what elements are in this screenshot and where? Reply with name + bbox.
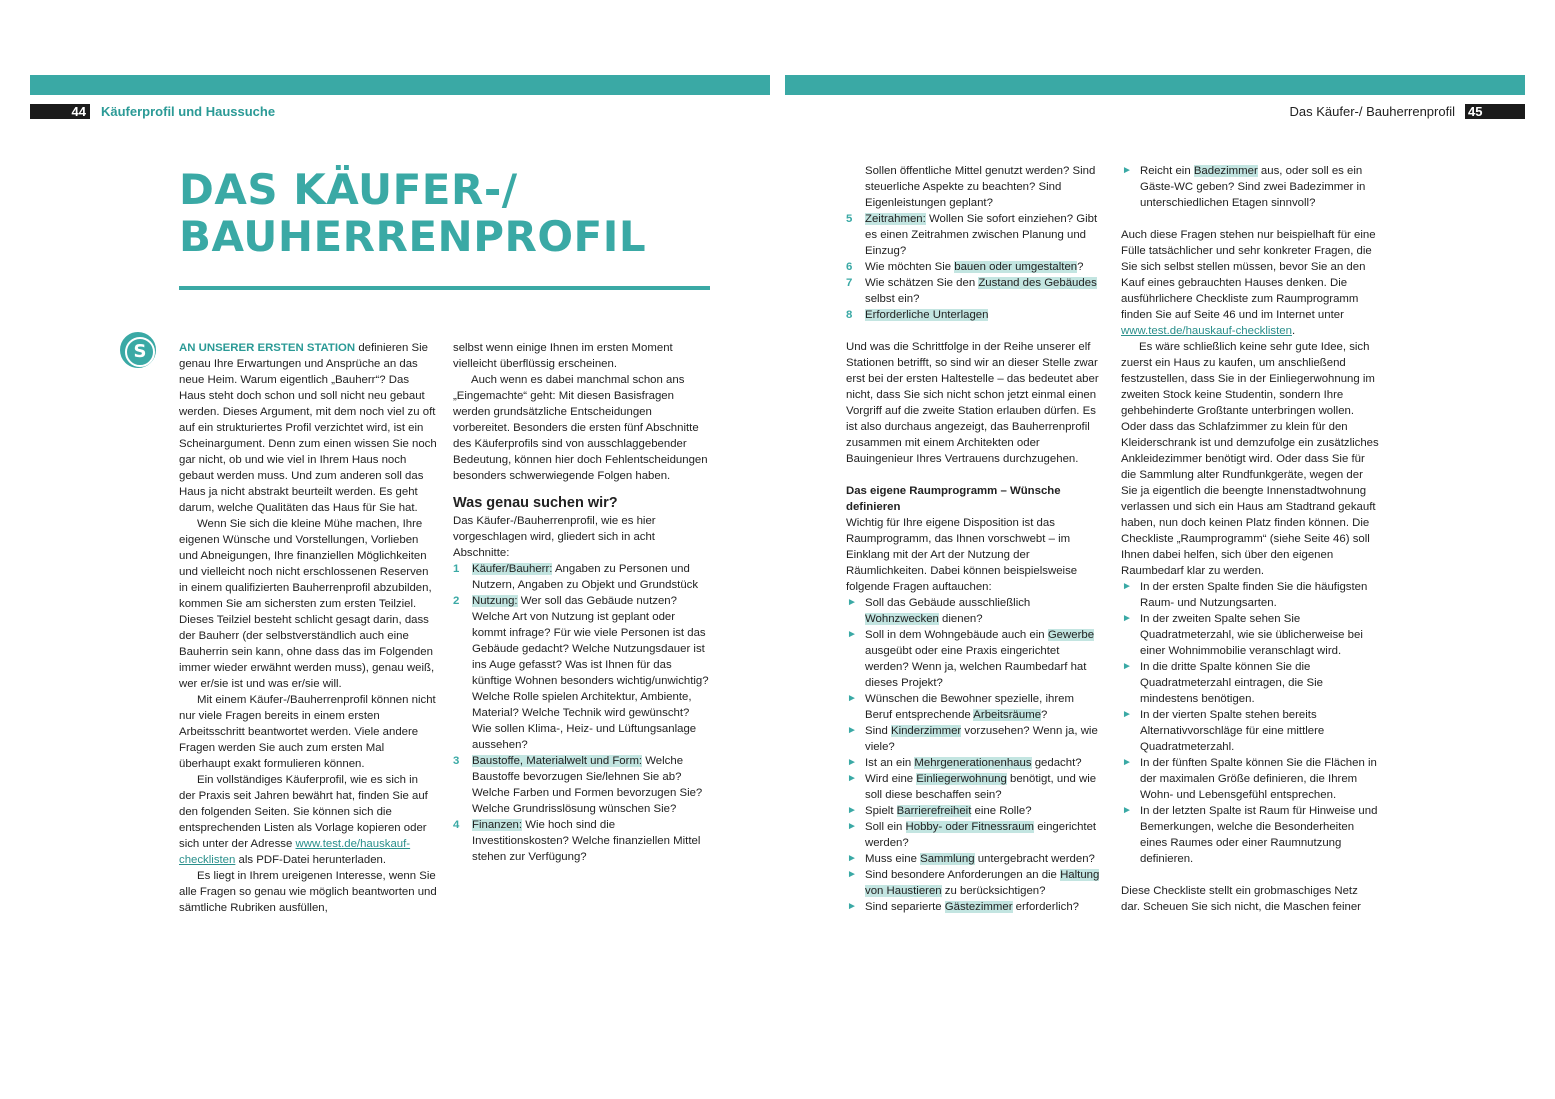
numbered-item-4-continued: Sollen öffentliche Mittel genutzt werden? Sind steuerliche Aspekte zu beachten? Sind Eigenleistungen geplant? <box>865 165 1096 209</box>
column-4 <box>1121 163 1379 915</box>
bullet-item: ► Wird eine Einliegerwohnung benötigt, und wie soll diese beschaffen sein? <box>847 773 1097 801</box>
bullet-item: ► Wünschen die Bewohner spezielle, ihrem Beruf entsprechende Arbeitsräume? <box>847 693 1074 721</box>
lead-in: AN UNSERER ERSTEN STATION <box>179 342 356 354</box>
section-heading: Was genau suchen wir? <box>453 495 618 511</box>
paragraph: Ein vollständiges Käuferprofil, wie es sich in der Praxis seit Jahren bewährt hat, finden Sie auf den folgenden Seiten. Sie können sich die entsprechenden Listen als Vorlage kopieren oder sich unter der Adresse www.test.de/hauskauf-checklisten als PDF-Datei herunterladen. <box>179 774 428 866</box>
intro-paragraph: AN UNSERER ERSTEN STATION definieren Sie genau Ihre Erwartungen und Ansprüche an das neue Heim. Warum eigentlich „Bauherr“? Das Haus steht doch schon und soll nicht neu gebaut werden. Dieses Argument, mit dem noch viel zu oft auf ein strukturiertes Profil verzichtet wird, ist ein Scheinargument. Denn zum einen wissen Sie noch gar nicht, ob und wie viel in Ihrem Haus noch gebaut werden muss. Und zum anderen soll das Haus ja nicht abstrakt beurteilt werden. Es geht darum, welche Qualitäten das Haus für Sie hat. <box>179 342 437 514</box>
paragraph: Auch diese Fragen stehen nur beispielhaft für eine Fülle tatsächlicher und sehr konkreter Fragen, die Sie sich selbst stellen müssen, bevor Sie an den Kauf eines gebrauchten Hauses denken. Die ausführlichere Checkliste zum Raumprogramm finden Sie auf Seite 46 und im Internet unter www.test.de/hauskauf-checklisten. <box>1121 229 1376 337</box>
column-3 <box>846 163 1104 915</box>
bullet-item: ► Soll das Gebäude ausschließlich Wohnzwecken dienen? <box>847 597 1031 625</box>
paragraph: Es liegt in Ihrem ureigenen Interesse, wenn Sie alle Fragen so genau wie möglich beantworten und sämtliche Rubriken ausfüllen, <box>179 870 437 914</box>
bullet-item: ► In der vierten Spalte stehen bereits Alternativvorschläge für eine mittlere Quadratmeterzahl. <box>1122 709 1325 753</box>
paragraph: Und was die Schrittfolge in der Reihe unserer elf Stationen betrifft, so sind wir an dieser Stelle zwar erst bei der ersten Haltestelle – das bedeutet aber nicht, dass Sie sich nicht schon jetzt einmal einen Vorgriff auf die zweite Station erlauben dürfen. Es ist also durchaus angezeigt, das Bauherrenprofil zusammen mit einem Architekten oder Bauingenieur Ihres Vertrauens durchzugehen. <box>846 341 1099 465</box>
column-2 <box>453 340 711 865</box>
bullet-item: ► In der fünften Spalte können Sie die Flächen in der maximalen Größe definieren, die Ihrem Wohn- und Lebensgefühl entsprechen. <box>1122 757 1377 801</box>
bullet-item: ► Soll in dem Wohngebäude auch ein Gewerbe ausgeübt oder eine Praxis eingerichtet werden? Wenn ja, welchen Raumbedarf hat dieses Projekt? <box>847 629 1095 689</box>
paragraph: Das Käufer-/Bauherrenprofil, wie es hier vorgeschlagen wird, gliedert sich in acht Abschnitte: <box>453 515 656 559</box>
paragraph: Wenn Sie sich die kleine Mühe machen, Ihre eigenen Wünsche und Vorstellungen, Vorlieben und Abneigungen, Ihre finanziellen Möglichkeiten und vielleicht noch nicht erschlossenen Reserven in einem qualifizierten Bauherrenprofil abzubilden, kommen Sie am sichersten zum ersten Teilziel. Dieses Teilziel besteht schlicht gesagt darin, dass der Bauherr (der selbstverständlich auch eine Bauherrin sein kann, ohne dass das im Folgenden immer wieder erwähnt werden muss), genau weiß, wer er/sie ist und was er/sie will. <box>179 518 435 690</box>
paragraph: Diese Checkliste stellt ein grobmaschiges Netz dar. Scheuen Sie sich nicht, die Maschen feiner <box>1121 885 1361 913</box>
column-1 <box>179 340 437 916</box>
numbered-item-8: 8 Erforderliche Unterlagen <box>846 309 989 321</box>
title-line-1: DAS KÄUFER-/ <box>179 165 518 214</box>
paragraph: Auch wenn es dabei manchmal schon ans „Eingemachte“ geht: Mit diesen Basisfragen werden grundsätzliche Entscheidungen vorbereitet. Besonders die ersten fünf Abschnitte des Käuferprofils sind von ausschlaggebender Bedeutung, können hier doch Fehlentscheidungen besonders schwerwiegende Folgen haben. <box>453 374 708 482</box>
title-underline <box>179 286 710 290</box>
paragraph: Mit einem Käufer-/Bauherrenprofil können nicht nur viele Fragen bereits in einem ersten Arbeitsschritt beantwortet werden. Viele andere Fragen werden Sie auch zum ersten Mal überhaupt exakt formulieren können. <box>179 694 436 770</box>
bullet-item: ► In der ersten Spalte finden Sie die häufigsten Raum- und Nutzungsarten. <box>1122 581 1368 609</box>
right-running-header: Das Käufer-/ Bauherrenprofil <box>1289 104 1455 119</box>
bullet-item: ► In die dritte Spalte können Sie die Quadratmeterzahl eintragen, die Sie mindestens benötigen. <box>1122 661 1323 705</box>
checklist-link[interactable]: www.test.de/hauskauf-checklisten <box>179 838 411 866</box>
numbered-item-6: 6 Wie möchten Sie bauen oder umgestalten? <box>846 261 1084 273</box>
paragraph: Wichtig für Ihre eigene Disposition ist das Raumprogramm, das Ihnen vorschwebt – im Einklang mit der Art der Nutzung der Räumlichkeiten. Dabei können beispielsweise folgende Fragen auftauchen: <box>846 517 1078 593</box>
numbered-item-1: 1 Käufer/Bauherr: Angaben zu Personen und Nutzern, Angaben zu Objekt und Grundstück <box>453 563 699 591</box>
left-running-header: Käuferprofil und Haussuche <box>101 104 276 119</box>
paragraph: Es wäre schließlich keine sehr gute Idee, sich zuerst ein Haus zu kaufen, um anschließend festzustellen, dass Sie in der Einliegerwohnung im zweiten Stock keine Studentin, sondern Ihre gehbehinderte Großtante unterbringen wollen. Oder dass das Schlafzimmer zu klein für den Kleiderschrank ist und demzufolge ein zusätzliches Ankleidezimmer benötigt wird. Oder dass Sie für die Sammlung alter Rundfunkgeräte, wegen der Sie ja eigentlich die beengte Innenstadtwohnung verlassen und sich ein Haus am Stadtrand gekauft haben, nun doch keinen Platz finden können. Die Checkliste „Raumprogramm“ (siehe Seite 46) soll Ihnen dabei helfen, sich über den eigenen Raumbedarf klar zu werden. <box>1121 341 1379 577</box>
section-heading: Das eigene Raumprogramm – Wünsche definieren <box>846 485 1061 513</box>
bullet-item: ► Sind separierte Gästezimmer erforderlich? <box>847 901 1079 913</box>
numbered-item-3: 3 Baustoffe, Materialwelt und Form: Welche Baustoffe bevorzugen Sie/lehnen Sie ab? Welche Farben und Formen bevorzugen Sie? Welche Grundrisslösung wünschen Sie? <box>453 755 703 815</box>
bullet-item: ► Soll ein Hobby- oder Fitnessraum eingerichtet werden? <box>847 821 1097 849</box>
paragraph: selbst wenn einige Ihnen im ersten Moment vielleicht überflüssig erscheinen. <box>453 342 673 370</box>
numbered-item-5: 5 Zeitrahmen: Wollen Sie sofort einziehen? Gibt es einen Zeitrahmen zwischen Planung und Einzug? <box>846 213 1098 257</box>
station-s-icon <box>120 332 156 368</box>
bullet-item: ► Reicht ein Badezimmer aus, oder soll es ein Gäste-WC geben? Sind zwei Badezimmer in unterschiedlichen Etagen sinnvoll? <box>1122 165 1366 209</box>
left-page-number: 44 <box>30 104 90 119</box>
left-page-band <box>30 75 770 95</box>
numbered-item-2: 2 Nutzung: Wer soll das Gebäude nutzen? Welche Art von Nutzung ist geplant oder kommt infrage? Für wie viele Personen ist das Gebäude gedacht? Welche Nutzungsdauer ist ins Auge gefasst? Was ist Ihnen für das künftige Wohnen besonders wichtig/unwichtig? Welche Rolle spielen Architektur, Ambiente, Material? Welche Technik wird gewünscht? Wie sollen Klima-, Heiz- und Lüftungsanlage aussehen? <box>453 595 709 751</box>
checklist-link[interactable]: www.test.de/hauskauf-checklisten <box>1121 325 1292 337</box>
bullet-item: ► Spielt Barrierefreiheit eine Rolle? <box>847 805 1032 817</box>
right-page-band <box>785 75 1525 95</box>
right-page-number: 45 <box>1465 104 1525 119</box>
numbered-item-4: 4 Finanzen: Wie hoch sind die Investitionskosten? Welche finanziellen Mittel stehen zur Verfügung? <box>453 819 701 863</box>
title-line-2: BAUHERRENPROFIL <box>179 212 647 261</box>
bullet-item: ► Sind besondere Anforderungen an die Haltung von Haustieren zu berücksichtigen? <box>847 869 1100 897</box>
bullet-item: ► In der letzten Spalte ist Raum für Hinweise und Bemerkungen, welche die Besonderheiten eines Raumes oder einer Raumnutzung definieren. <box>1122 805 1378 865</box>
bullet-item: ► Sind Kinderzimmer vorzusehen? Wenn ja, wie viele? <box>847 725 1098 753</box>
badge-letter: S <box>125 337 155 367</box>
bullet-item: ► In der zweiten Spalte sehen Sie Quadratmeterzahl, wie sie üblicherweise bei einer Wohnimmobilie veranschlagt wird. <box>1122 613 1363 657</box>
page-title <box>179 166 739 260</box>
bullet-item: ► Muss eine Sammlung untergebracht werden? <box>847 853 1095 865</box>
bullet-item: ► Ist an ein Mehrgenerationenhaus gedacht? <box>847 757 1082 769</box>
numbered-item-7: 7 Wie schätzen Sie den Zustand des Gebäudes selbst ein? <box>846 277 1097 305</box>
